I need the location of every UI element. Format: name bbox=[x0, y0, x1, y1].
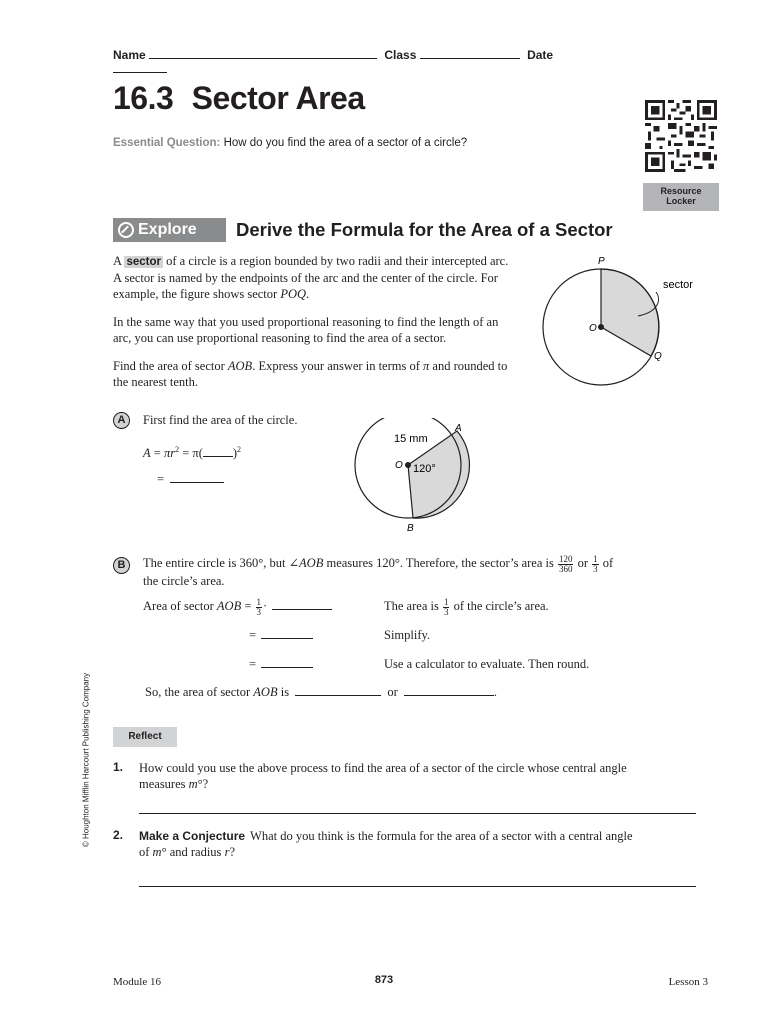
resource-locker-button[interactable] bbox=[643, 183, 719, 211]
step-b-text: The entire circle is 360°, but ∠AOB measures 120°. Therefore, the sector’s area is $\frac{120}{360}$ or $\frac{1}{3}$ of the circle’s area. bbox=[143, 553, 614, 588]
explore-badge bbox=[113, 218, 226, 242]
date-label: Date bbox=[527, 48, 554, 62]
sector-area-blank-1[interactable] bbox=[272, 608, 332, 610]
make-conjecture-label: Make a Conjecture bbox=[139, 829, 246, 843]
compass-icon bbox=[118, 222, 134, 238]
step-a-result: = bbox=[157, 471, 224, 487]
resource-locker-line1: Resource bbox=[660, 186, 702, 196]
explore-paragraph-1: A sector of a circle is a region bounded by two radii and their intercepted arc. A sector is named by the endpoints of the arc and the center of the circle. For example, the figure shows sector POQ. bbox=[113, 254, 509, 301]
circle-area-blank[interactable] bbox=[170, 481, 224, 483]
step-b-evaluate-line: = bbox=[249, 656, 313, 672]
label-o-1: O bbox=[589, 323, 597, 334]
class-field[interactable] bbox=[420, 57, 520, 59]
angle-label: 120° bbox=[413, 463, 436, 475]
sector-term: sector bbox=[126, 256, 161, 268]
step-a-marker: A bbox=[113, 412, 130, 429]
lesson-number: 16.3 bbox=[113, 80, 174, 116]
answer-decimal-blank[interactable] bbox=[404, 694, 494, 696]
figure-sector-aob bbox=[345, 418, 475, 538]
step-b-marker: B bbox=[113, 557, 130, 574]
label-p: P bbox=[598, 256, 605, 267]
essential-question-text: How do you find the area of a sector of a circle? bbox=[223, 137, 468, 149]
step-b-area-line: Area of sector AOB = $\frac{1}{3}$ · bbox=[143, 596, 332, 616]
question-2-number: 2. bbox=[113, 828, 124, 842]
sector-poq-shade bbox=[601, 269, 659, 356]
radius-blank[interactable] bbox=[203, 455, 233, 457]
date-field[interactable] bbox=[113, 71, 167, 73]
label-q: Q bbox=[654, 351, 662, 362]
explore-paragraph-3: Find the area of sector AOB. Express your answer in terms of π and rounded to the nearest tenth. bbox=[113, 359, 508, 389]
sector-area-blank-2[interactable] bbox=[261, 637, 313, 639]
label-sector: sector bbox=[663, 279, 693, 291]
label-o-2: O bbox=[395, 460, 403, 471]
label-a: A bbox=[455, 423, 462, 434]
resource-locker-line2: Locker bbox=[666, 196, 696, 206]
header-row bbox=[113, 48, 593, 64]
radius-label: 15 mm bbox=[394, 433, 428, 445]
sector-area-blank-3[interactable] bbox=[261, 666, 313, 668]
footer-page-number: 873 bbox=[374, 974, 394, 986]
label-b: B bbox=[407, 523, 414, 534]
figure-sector-poq bbox=[530, 250, 720, 400]
question-1-answer-line[interactable] bbox=[139, 813, 696, 814]
step-b-simplify-line: = bbox=[249, 627, 313, 643]
question-2-answer-line[interactable] bbox=[139, 886, 696, 887]
copyright-credit: © Houghton Mifflin Harcourt Publishing Company bbox=[81, 672, 91, 848]
qr-code[interactable] bbox=[645, 100, 717, 172]
step-a-text: First find the area of the circle. bbox=[143, 413, 298, 427]
essential-question bbox=[113, 137, 467, 149]
reflect-badge: Reflect bbox=[113, 727, 177, 747]
essential-question-label: Essential Question: bbox=[113, 137, 221, 149]
page-title bbox=[113, 80, 365, 117]
explore-label: Explore bbox=[138, 221, 197, 238]
footer-module: Module 16 bbox=[113, 976, 161, 988]
footer-lesson: Lesson 3 bbox=[668, 976, 708, 988]
step-b-conclusion: So, the area of sector AOB is or . bbox=[145, 685, 497, 699]
step-b-note-1: The area is $\frac{1}{3}$ of the circle’s area. bbox=[384, 596, 549, 617]
question-1-number: 1. bbox=[113, 760, 124, 774]
step-a-equation: $A = \pi r^2 = \pi$( )$^2$ bbox=[143, 445, 242, 461]
name-field[interactable] bbox=[149, 57, 377, 59]
lesson-title: Sector Area bbox=[191, 80, 365, 116]
answer-pi-blank[interactable] bbox=[295, 694, 381, 696]
question-1-text: How could you use the above process to find the area of a sector of the circle whose central angle measures m°? bbox=[139, 761, 627, 791]
explore-title: Derive the Formula for the Area of a Sector bbox=[236, 219, 613, 240]
name-label: Name bbox=[113, 48, 146, 62]
question-2-text: Make a Conjecture What do you think is the formula for the area of a sector with a central angle of m° and radius r? bbox=[139, 829, 633, 859]
class-label: Class bbox=[384, 48, 417, 62]
explore-paragraph-2: In the same way that you used proportional reasoning to find the length of an arc, you can use proportional reasoning to find the area of a sector. bbox=[113, 315, 499, 345]
step-b-note-2: Simplify. bbox=[384, 628, 431, 642]
step-b-note-3: Use a calculator to evaluate. Then round. bbox=[384, 657, 590, 671]
